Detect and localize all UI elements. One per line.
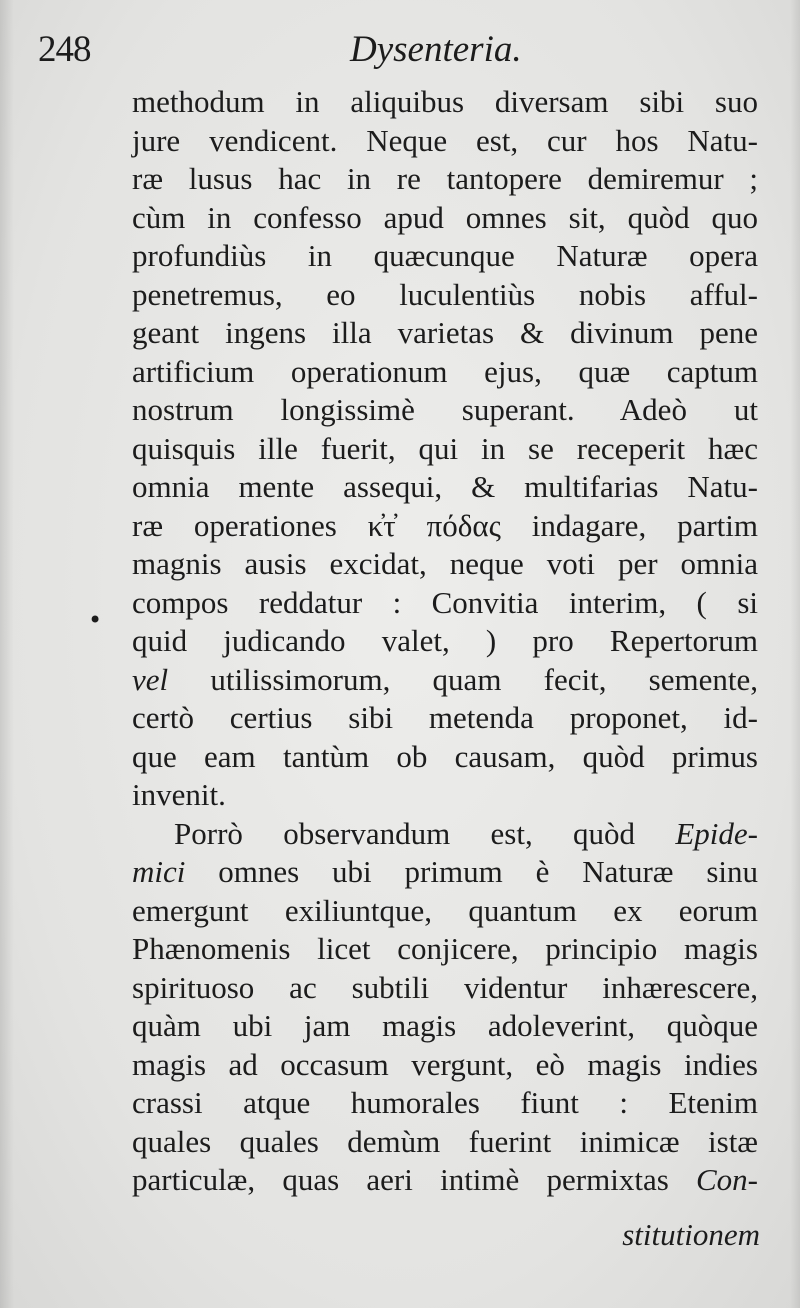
italic-word: Con-	[696, 1162, 758, 1197]
text-line: emergunt exiliuntque, quantum ex eorum	[132, 892, 758, 928]
text-line: methodum in aliquibus diversam sibi suo	[132, 84, 758, 119]
body-text	[132, 83, 758, 1200]
text-line: quisquis ille fuerit, qui in se receperit hæc	[132, 430, 758, 466]
text-line: magis ad occasum vergunt, eò magis indies	[132, 1046, 758, 1082]
text-line: artificium operationum ejus, quæ captum	[132, 353, 758, 389]
text-line: cùm in confesso apud omnes sit, quòd quo	[132, 199, 758, 235]
margin-mark: •	[88, 606, 103, 634]
page-number: 248	[38, 29, 91, 70]
text-line: Phænomenis licet conjicere, principio magis	[132, 931, 758, 966]
text-line: omnia mente assequi, & multifarias Natu-	[132, 469, 758, 504]
text-line: invenit.	[132, 777, 226, 812]
text-line: quid judicando valet, ) pro Repertorum	[132, 623, 758, 658]
text-line: geant ingens illa varietas & divinum pene	[132, 315, 758, 350]
text-line: ræ lusus hac in re tantopere demiremur ;	[132, 161, 758, 196]
text-line: jure vendicent. Neque est, cur hos Natu-	[132, 122, 758, 158]
text-line: penetremus, eo luculentiùs nobis afful-	[132, 276, 758, 312]
text-line: magnis ausis excidat, neque voti per omnia	[132, 546, 758, 581]
text-line: que eam tantùm ob causam, quòd primus	[132, 738, 758, 774]
text-line: nostrum longissimè superant. Adeò ut	[132, 392, 758, 427]
text-line: mici omnes ubi primum è Naturæ sinu	[132, 854, 758, 889]
text-line: Porrò observandum est, quòd Epide-	[174, 815, 758, 851]
italic-word: Epide-	[675, 815, 758, 851]
text-line: particulæ, quas aeri intimè permixtas Con-	[132, 1162, 758, 1197]
running-head: Dysenteria.	[350, 29, 522, 70]
text-line: certò certius sibi metenda proponet, id-	[132, 700, 758, 735]
text-line: vel utilissimorum, quam fecit, semente,	[132, 661, 758, 697]
italic-word: mici	[132, 854, 186, 889]
catchword: stitutionem	[622, 1217, 760, 1252]
italic-word: vel	[132, 661, 169, 697]
text-line: crassi atque humorales fiunt : Etenim	[132, 1085, 758, 1120]
text-line: quales quales demùm fuerint inimicæ istæ	[132, 1123, 758, 1159]
text-line: compos reddatur : Convitia interim, ( si	[132, 584, 758, 620]
text-line: ræ operationes κ̓τ̓ πόδας indagare, partim	[132, 507, 758, 543]
text-line: profundiùs in quæcunque Naturæ opera	[132, 238, 758, 273]
text-line: spirituoso ac subtili videntur inhærescere,	[132, 969, 758, 1005]
text-line: quàm ubi jam magis adoleverint, quòque	[132, 1008, 758, 1043]
